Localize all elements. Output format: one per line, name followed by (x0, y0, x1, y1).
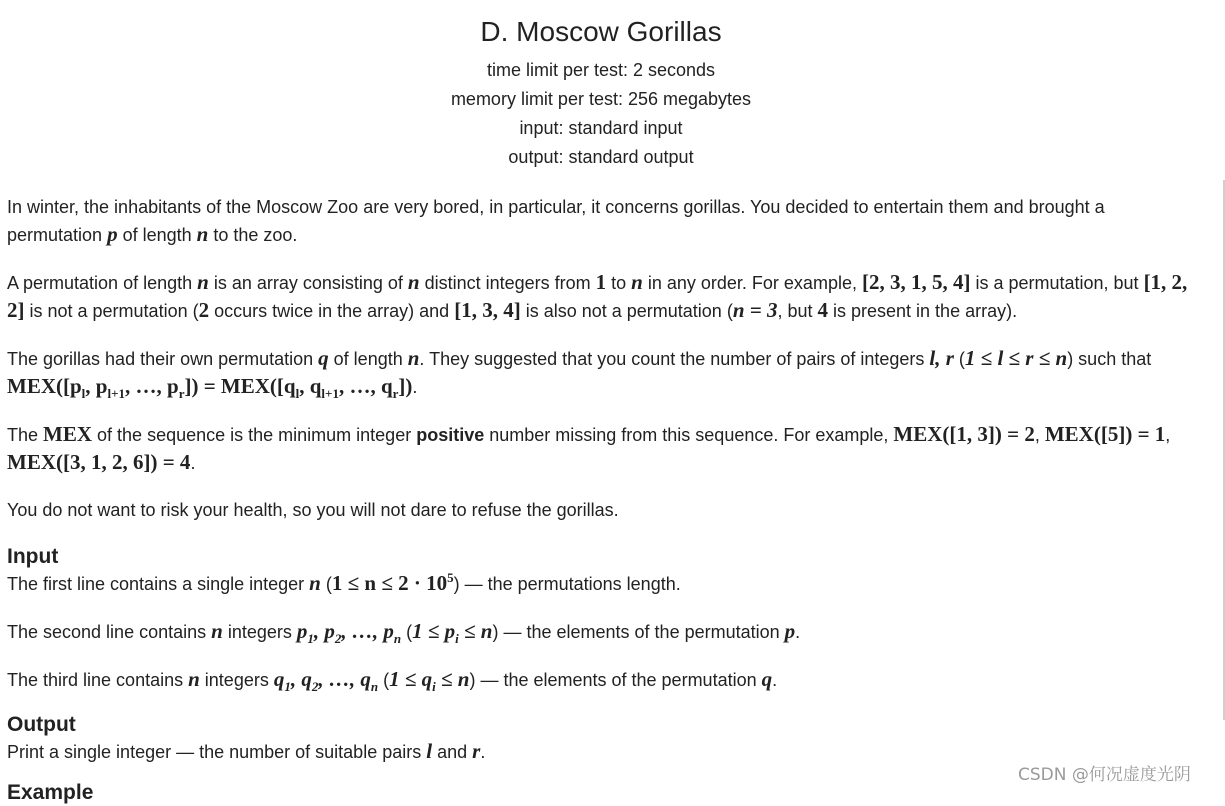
math-sub: i (455, 631, 459, 646)
text: of length (328, 349, 408, 369)
statement-paragraph-3 (7, 345, 1197, 401)
text: to (606, 273, 632, 293)
text: integers (199, 670, 274, 690)
math-mex-equation (7, 374, 413, 401)
math-part: , …, p (341, 619, 394, 643)
input-heading: Input (7, 545, 59, 568)
math-p-sequence (296, 619, 402, 646)
math-sub: i (432, 679, 436, 694)
text: , (1034, 425, 1045, 445)
text: . (412, 377, 418, 397)
math-n: n (309, 571, 321, 595)
math-1: 1 (595, 270, 607, 294)
emphasis-positive: positive (416, 425, 485, 445)
math-p: p (784, 619, 796, 643)
math-sub: l+1 (321, 386, 339, 401)
math-mex-example: MEX([3, 1, 2, 6]) = 4 (7, 450, 191, 474)
memory-limit: memory limit per test: 256 megabytes (450, 89, 752, 109)
text: is present in the array). (828, 301, 1018, 321)
math-part: ]) = MEX([q (184, 374, 296, 398)
time-limit: time limit per test: 2 seconds (486, 60, 716, 80)
text: In winter, the inhabitants of the Moscow Zoo are very bored, in particular, it concerns gorillas. You decided to entertain them and brought a permutation (7, 197, 1105, 245)
text: occurs twice in the array) and (209, 301, 455, 321)
problem-header (0, 14, 1202, 172)
math-l-r: l, r (929, 346, 954, 370)
math-part: 1 ≤ p (412, 619, 456, 643)
math-q: q (318, 346, 329, 370)
math-q-range (389, 667, 470, 694)
math-part: ≤ n (435, 667, 470, 691)
math-n: n (211, 619, 223, 643)
math-constraint: 1 ≤ l ≤ r ≤ n (964, 346, 1068, 370)
math-part: 1 ≤ q (389, 667, 433, 691)
text: and (432, 742, 473, 762)
text: . (480, 742, 486, 762)
page-title: D. Moscow Gorillas (480, 16, 722, 47)
math-sup: 5 (447, 570, 454, 585)
input-line-1 (7, 570, 1197, 598)
output-spec: output: standard output (508, 147, 694, 167)
text: is also not a permutation ( (520, 301, 733, 321)
text: ( (401, 622, 413, 642)
example-heading: Example (7, 781, 94, 804)
text: ) such that (1067, 349, 1152, 369)
text: number missing from this sequence. For example, (484, 425, 894, 445)
math-sub: 1 (284, 679, 291, 694)
math-part: ]) (398, 374, 413, 398)
math-part: q (273, 667, 285, 691)
text: integers (222, 622, 297, 642)
math-n: n (631, 270, 643, 294)
text: ) — the elements of the permutation (492, 622, 785, 642)
math-sub: 2 (334, 631, 342, 646)
math-part: 1 ≤ n ≤ 2 · 10 (331, 571, 448, 595)
input-line-3 (7, 666, 1197, 694)
math-example-array: [2, 3, 1, 5, 4] (861, 270, 971, 294)
math-2: 2 (198, 298, 210, 322)
math-q-sequence (273, 667, 379, 694)
math-sub: 1 (307, 631, 314, 646)
math-p: p (107, 222, 118, 246)
math-n: n (407, 270, 420, 294)
text: . They suggested that you count the number of pairs of integers (419, 349, 930, 369)
text: ) — the permutations length. (453, 574, 681, 594)
text: The gorillas had their own permutation (7, 349, 319, 369)
text: , but (777, 301, 818, 321)
problem-statement (7, 194, 1197, 786)
math-example-array: [1, 3, 4] (454, 298, 521, 322)
math-4: 4 (817, 298, 828, 322)
math-part: ≤ n (458, 619, 493, 643)
math-n-equals: n = 3 (732, 298, 778, 322)
text: distinct integers from (419, 273, 596, 293)
math-part: , …, p (125, 374, 179, 398)
math-mex: MEX (43, 422, 93, 446)
math-n: n (407, 346, 420, 370)
input-section (7, 544, 1197, 694)
math-p-range (412, 619, 493, 646)
math-part: , …, q (338, 374, 393, 398)
text: . (190, 453, 196, 473)
math-sub: n (393, 631, 402, 646)
output-heading: Output (7, 713, 76, 736)
text: The third line contains (7, 670, 189, 690)
math-n: n (188, 667, 200, 691)
math-part: , q (299, 374, 322, 398)
text: ) — the elements of the permutation (469, 670, 762, 690)
text: The (7, 425, 44, 445)
math-sub: l (81, 386, 86, 401)
output-section (7, 712, 1197, 766)
math-part: , …, q (318, 667, 371, 691)
text: The first line contains a single integer (7, 574, 310, 594)
math-q: q (761, 667, 773, 691)
math-l: l (426, 739, 433, 763)
text: ( (953, 349, 965, 369)
text: is a permutation, but (970, 273, 1144, 293)
text: , (1165, 425, 1171, 445)
text: Print a single integer — the number of suitable pairs (7, 742, 427, 762)
math-sub: r (178, 386, 185, 401)
math-sub: n (370, 679, 379, 694)
math-part: , p (85, 374, 108, 398)
text: is not a permutation ( (24, 301, 199, 321)
math-part: , q (290, 667, 312, 691)
math-sub: l+1 (107, 386, 126, 401)
watermark: CSDN @何况虚度光阴 (1018, 765, 1191, 785)
math-n-range (332, 571, 454, 595)
math-part: , p (313, 619, 335, 643)
math-example-array: [1, 2, 2] (7, 270, 1188, 322)
math-sub: 2 (311, 679, 319, 694)
math-mex-example: MEX([1, 3]) = 2 (893, 422, 1035, 446)
math-sub: l (295, 386, 300, 401)
math-part: p (296, 619, 308, 643)
text: ( (320, 574, 332, 594)
text: of length (117, 225, 197, 245)
text: of the sequence is the minimum integer (92, 425, 417, 445)
statement-paragraph-2 (7, 269, 1197, 325)
math-n: n (196, 222, 209, 246)
text: A permutation of length (7, 273, 198, 293)
math-sub: r (392, 386, 399, 401)
math-mex-example: MEX([5]) = 1 (1044, 422, 1166, 446)
text: is an array consisting of (208, 273, 408, 293)
math-r: r (472, 739, 481, 763)
math-n: n (197, 270, 209, 294)
math-part: MEX([p (7, 374, 82, 398)
text: The second line contains (7, 622, 212, 642)
statement-paragraph-4 (7, 421, 1197, 477)
text: ( (378, 670, 390, 690)
text: to the zoo. (208, 225, 298, 245)
statement-paragraph-1 (7, 194, 1197, 249)
statement-paragraph-5: You do not want to risk your health, so you will not dare to refuse the gorillas. (7, 500, 619, 520)
input-line-2 (7, 618, 1197, 646)
input-spec: input: standard input (519, 118, 683, 138)
text: in any order. For example, (642, 273, 862, 293)
text: . (772, 670, 778, 690)
text: . (795, 622, 801, 642)
